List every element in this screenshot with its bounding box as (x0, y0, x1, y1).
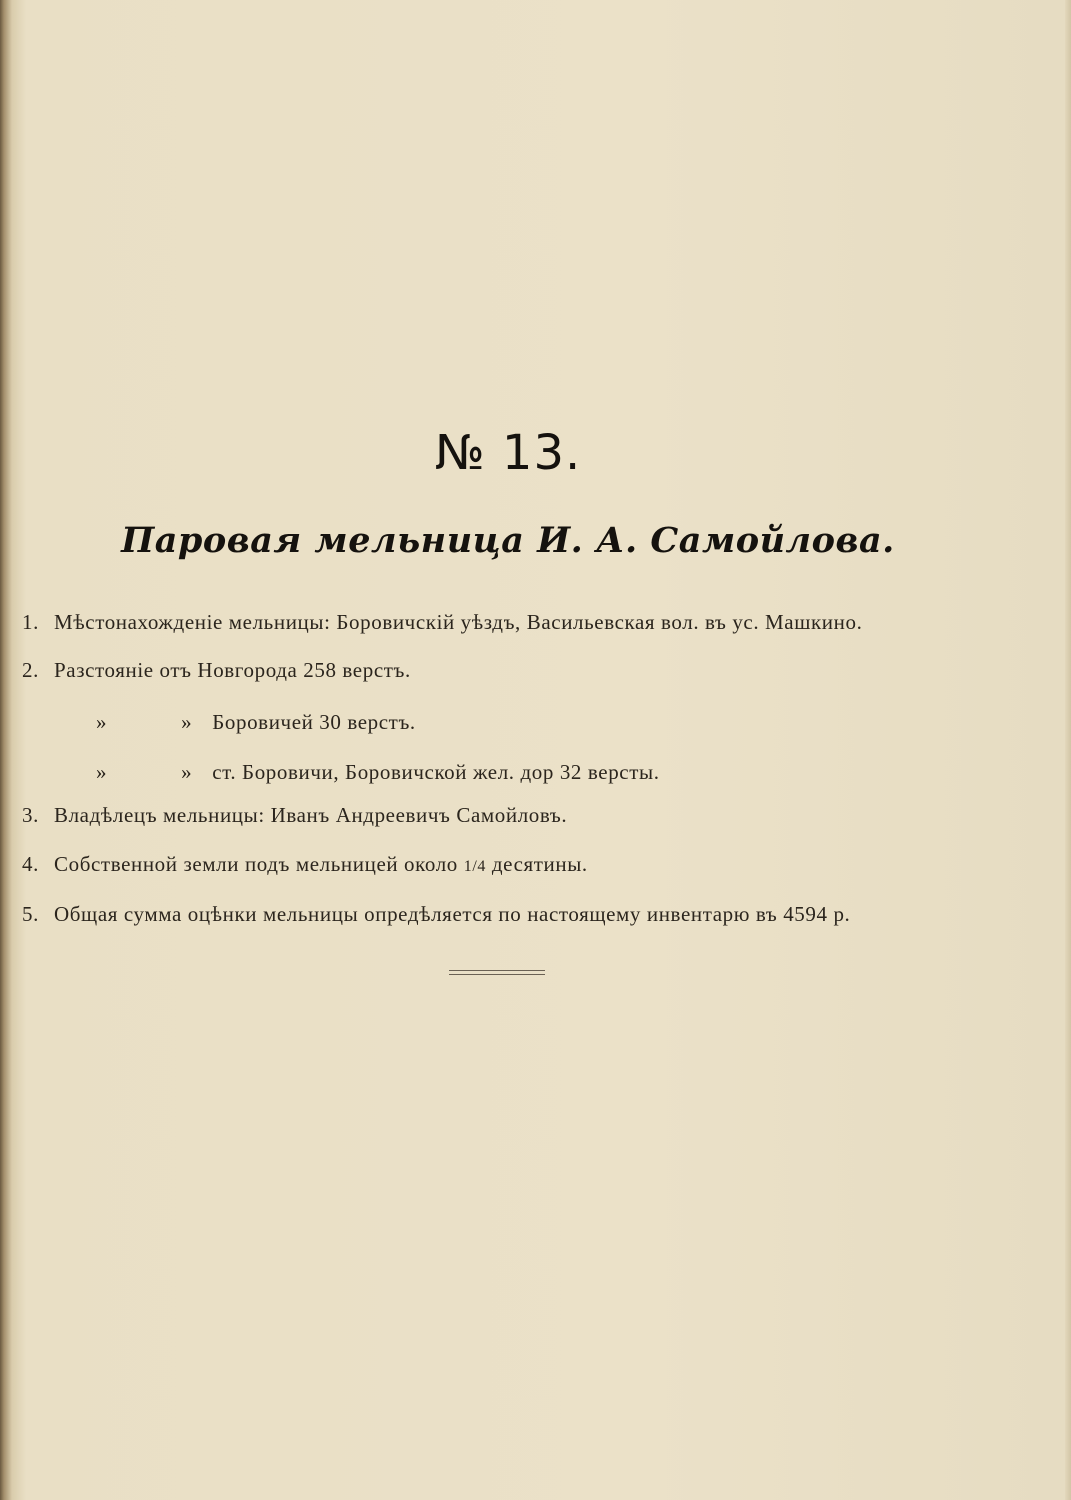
list-item (96, 760, 660, 785)
list-item (22, 610, 862, 635)
list-item (22, 658, 411, 683)
item-text: Боровичей 30 верстъ. (212, 710, 416, 734)
item-number: 4. (22, 852, 39, 876)
list-item (22, 803, 567, 828)
ditto-mark: » (96, 760, 108, 784)
item-text: Владѣлецъ мельницы: Иванъ Андреевичъ Самойловъ. (54, 803, 568, 827)
item-text: Разстояніе отъ Новгорода 258 верстъ. (54, 658, 411, 682)
ditto-mark: » (181, 710, 193, 734)
fraction: 1/4 (463, 858, 486, 875)
ditto-mark: » (96, 710, 108, 734)
list-item (22, 902, 850, 927)
item-number: 5. (22, 902, 39, 926)
page-edge (1065, 0, 1071, 1500)
list-item (96, 710, 416, 735)
list-item (22, 852, 588, 877)
item-number: 2. (22, 658, 39, 682)
section-divider (449, 970, 545, 975)
item-number: 3. (22, 803, 39, 827)
ditto-mark: » (181, 760, 193, 784)
item-text: Мѣстонахожденіе мельницы: Боровичскій уѣздъ, Васильевская вол. въ ус. Машкино. (54, 610, 863, 634)
item-text-end: десятины. (486, 852, 588, 876)
page-number-heading: № 13. (434, 425, 582, 481)
page-title: Паровая мельница И. А. Самойлова. (121, 520, 895, 561)
item-number: 1. (22, 610, 39, 634)
item-text: Общая сумма оцѣнки мельницы опредѣляется по настоящему инвентарю въ 4594 р. (54, 902, 851, 926)
item-text: ст. Боровичи, Боровичской жел. дор 32 версты. (212, 760, 660, 784)
item-text: Собственной земли подъ мельницей около (54, 852, 464, 876)
